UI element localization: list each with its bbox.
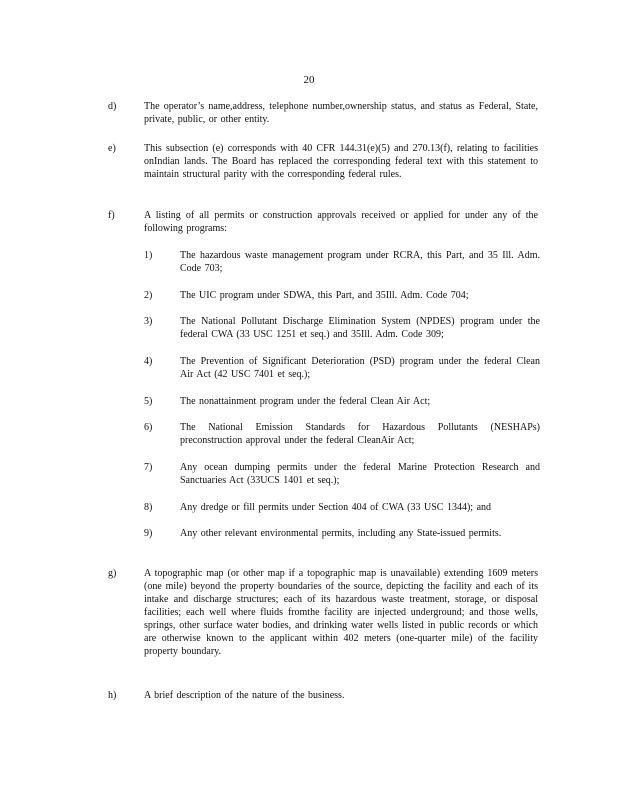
- subitem-label: 6): [144, 422, 153, 433]
- subitem-text: Any other relevant environmental permits, including any State-issued permits.: [180, 528, 502, 539]
- page-number: 20: [303, 74, 315, 86]
- subitem-text: The nonattainment program under the federal Clean Air Act;: [180, 396, 431, 407]
- item-text: A topographic map (or other map if a topographic map is unavailable) extending 1609 meters (one mile) beyond the property boundaries of the source, depicting the facility and each of its intake and discharge structures; each of its hazardous waste treatment, storage, or disposal facilities; each well where fluids fromthe facility are injected underground; and those wells, springs, other surface water bodies, and drinking water wells listed in public records or which are otherwise known to the applicant within 402 meters (one-quarter mile) of the facility property boundary.: [144, 568, 538, 657]
- item-text: A listing of all permits or construction approvals received or applied for under any of the following programs:: [144, 210, 538, 234]
- subitem-text: Any ocean dumping permits under the federal Marine Protection Research and Sanctuaries Act (33UCS 1401 et seq.);: [180, 462, 540, 486]
- subitem-text: The Prevention of Significant Deterioration (PSD) program under the federal Clean Air Act (42 USC 7401 et seq.);: [180, 356, 540, 380]
- subitem-label: 5): [144, 396, 153, 407]
- subitem-label: 2): [144, 290, 153, 301]
- subitem-label: 8): [144, 502, 153, 513]
- subitem-text: The hazardous waste management program under RCRA, this Part, and 35 Ill. Adm. Code 703;: [180, 250, 540, 274]
- item-text: This subsection (e) corresponds with 40 CFR 144.31(e)(5) and 270.13(f), relating to facilities onIndian lands. The Board has replaced the corresponding federal text with this statement to maintain structural parity with the corresponding federal rules.: [144, 143, 538, 180]
- subitem-text: The National Emission Standards for Hazardous Pollutants (NESHAPs) preconstruction approval under the federal CleanAir Act;: [180, 422, 540, 446]
- subitem-label: 1): [144, 250, 153, 261]
- item-text: The operator’s name,address, telephone number,ownership status, and status as Federal, State, private, public, or other entity.: [144, 101, 538, 125]
- item-label: f): [108, 210, 115, 221]
- subitem-label: 4): [144, 356, 153, 367]
- subitem-text: Any dredge or fill permits under Section 404 of CWA (33 USC 1344); and: [180, 502, 492, 513]
- item-label: d): [108, 101, 117, 112]
- item-label: h): [108, 690, 117, 701]
- item-label: g): [108, 568, 117, 579]
- subitem-label: 7): [144, 462, 153, 473]
- subitem-text: The National Pollutant Discharge Elimination System (NPDES) program under the federal CWA (33 USC 1251 et seq.) and 35Ill. Adm. Code 309;: [180, 316, 540, 340]
- subitem-text: The UIC program under SDWA, this Part, and 35Ill. Adm. Code 704;: [180, 290, 469, 301]
- subitem-label: 9): [144, 528, 153, 539]
- subitem-label: 3): [144, 316, 153, 327]
- item-text: A brief description of the nature of the business.: [144, 690, 345, 701]
- item-label: e): [108, 143, 116, 154]
